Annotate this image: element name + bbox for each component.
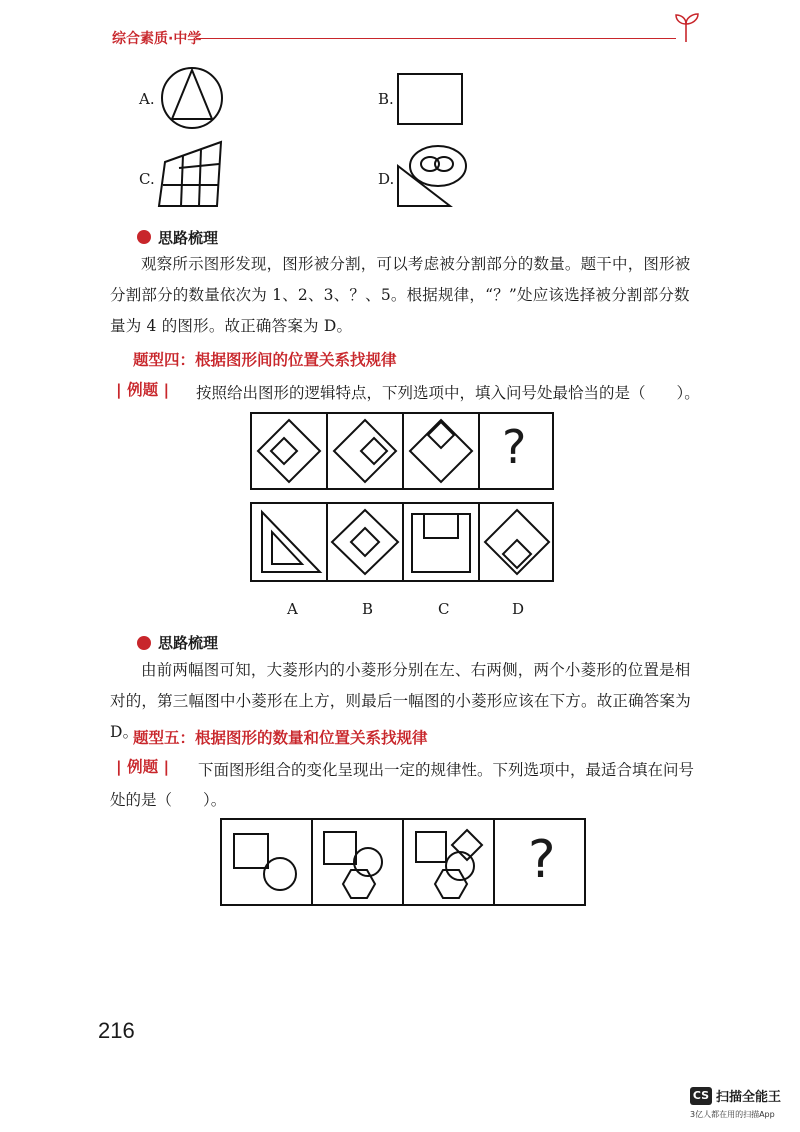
- header-title: 综合素质·中学: [112, 31, 202, 47]
- camscanner-tagline: 3亿人都在用的扫描App: [690, 1110, 775, 1119]
- option-b-figure: [396, 72, 466, 126]
- option-label-d: D: [512, 600, 525, 618]
- option-label-c: C: [438, 600, 450, 618]
- camscanner-logo-icon: CS: [690, 1087, 712, 1105]
- example-question: 按照给出图形的逻辑特点，下列选项中，填入问号处最恰当的是（ ）。: [196, 384, 700, 402]
- question-mark-2: ?: [528, 830, 556, 890]
- example-tag-label: 例题: [127, 381, 159, 399]
- option-a-figure: [160, 66, 224, 130]
- question-mark-1: ?: [502, 420, 527, 474]
- analysis-icon: [137, 230, 151, 244]
- camscanner-name: 扫描全能王: [716, 1090, 782, 1105]
- section-title-type4: 题型四：根据图形间的位置关系找规律: [133, 351, 397, 369]
- analysis-paragraph: 观察所示图形发现，图形被分割，可以考虑被分割部分的数量。题干中，图形被分割部分的数量依次为 1、2、3、？、5。根据规律，“？”处应该选择被分割部分数量为 4 的图形。故正确答案为 D。: [110, 255, 691, 335]
- section-title-type5: 题型五：根据图形的数量和位置关系找规律: [133, 729, 428, 747]
- header-rule: [196, 38, 676, 39]
- option-b-label: B.: [378, 90, 394, 108]
- example-tag: | 例题 |: [116, 381, 170, 399]
- analysis-heading: 思路梳理: [158, 229, 219, 247]
- option-a-label: A.: [139, 90, 155, 108]
- analysis-heading-2: 思路梳理: [158, 634, 219, 652]
- option-d-figure: [394, 144, 474, 210]
- sprout-icon: [672, 10, 702, 44]
- option-label-a: A: [287, 600, 298, 618]
- analysis-paragraph-2: 由前两幅图可知，大菱形内的小菱形分别在左、右两侧，两个小菱形的位置是相对的，第三幅图中小菱形在上方，则最后一幅图的小菱形应该在下方。故正确答案为 D。: [110, 661, 691, 741]
- page-number: 216: [98, 1018, 135, 1043]
- option-c-label: C.: [139, 170, 155, 188]
- example-question-2: 下面图形组合的变化呈现出一定的规律性。下列选项中，最适合填在问号处的是（ ）。: [110, 761, 695, 809]
- option-c-figure: [155, 140, 225, 210]
- option-d-label: D.: [378, 170, 395, 188]
- example-tag-2: | 例题 |: [116, 758, 170, 776]
- analysis-icon-2: [137, 636, 151, 650]
- example-tag-label-2: 例题: [127, 758, 159, 776]
- type4-options-row: [250, 502, 556, 584]
- option-label-b: B: [362, 600, 374, 618]
